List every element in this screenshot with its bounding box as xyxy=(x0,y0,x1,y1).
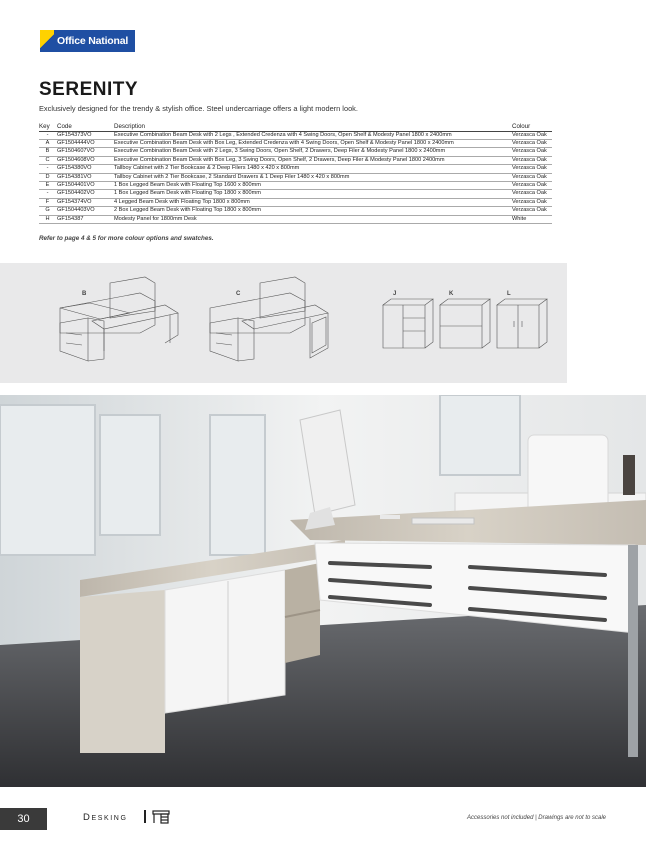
header-key: Key xyxy=(39,122,56,131)
colour-options-note: Refer to page 4 & 5 for more colour options and swatches. xyxy=(39,235,214,242)
row-description: Tallboy Cabinet with 2 Tier Bookcase & 2 Deep Filers 1480 x 420 x 800mm xyxy=(114,165,512,173)
header-colour: Colour xyxy=(512,122,552,131)
row-description: 4 Legged Beam Desk with Floating Top 1800 x 800mm xyxy=(114,198,512,206)
row-key: C xyxy=(39,156,56,164)
office-scene-image xyxy=(0,395,646,787)
drawing-label-k: K xyxy=(449,291,454,297)
row-key: G xyxy=(39,207,56,215)
row-code: GF1504608VO xyxy=(56,156,114,164)
section-title: Desking xyxy=(83,812,128,823)
row-colour: Verzasca Oak xyxy=(512,139,552,147)
row-key: H xyxy=(39,215,56,223)
row-description: Executive Combination Beam Desk with Box Leg, 3 Swing Doors, Open Shelf, 2 Drawers, Deep Filer & Modesty Panel 1800 2400mm xyxy=(114,156,512,164)
footer-disclaimer: Accessories not included | Drawings are not to scale xyxy=(467,815,606,821)
row-key: D xyxy=(39,173,56,181)
desk-icon xyxy=(152,810,170,824)
row-code: GF1504444VO xyxy=(56,139,114,147)
product-subtitle: Exclusively designed for the trendy & stylish office. Steel undercarriage offers a light modern look. xyxy=(39,104,358,113)
drawing-label-b: B xyxy=(82,291,87,297)
row-code: GF154374VO xyxy=(56,198,114,206)
row-colour: White xyxy=(512,215,552,223)
row-code: GF154381VO xyxy=(56,173,114,181)
product-spec-table xyxy=(39,122,552,224)
row-key: E xyxy=(39,181,56,189)
row-colour: Verzasca Oak xyxy=(512,148,552,156)
row-colour: Verzasca Oak xyxy=(512,207,552,215)
drawing-l xyxy=(497,299,547,348)
row-code: GF1504402VO xyxy=(56,190,114,198)
row-code: GF154380VO xyxy=(56,165,114,173)
logo-mark-icon xyxy=(40,30,54,52)
row-code: GF154373VO xyxy=(56,131,114,139)
table-row xyxy=(39,190,552,198)
row-key: F xyxy=(39,198,56,206)
row-description: 1 Box Legged Beam Desk with Floating Top 1800 x 800mm xyxy=(114,190,512,198)
table-row xyxy=(39,215,552,223)
table-row xyxy=(39,207,552,215)
row-key: A xyxy=(39,139,56,147)
footer-divider xyxy=(144,810,146,823)
row-code: GF1504607VO xyxy=(56,148,114,156)
row-colour: Verzasca Oak xyxy=(512,181,552,189)
drawing-label-l: L xyxy=(507,291,511,297)
row-colour: Verzasca Oak xyxy=(512,156,552,164)
row-key: - xyxy=(39,165,56,173)
drawing-c xyxy=(210,277,328,361)
furniture-line-drawings xyxy=(0,263,567,383)
table-row xyxy=(39,148,552,156)
row-description: Executive Combination Beam Desk with 2 Legs , Extended Credenza with 4 Swing Doors, Open Shelf & Modesty Panel 1800 x 2400mm xyxy=(114,131,512,139)
row-code: GF1504401VO xyxy=(56,181,114,189)
row-colour: Verzasca Oak xyxy=(512,165,552,173)
row-description: Executive Combination Beam Desk with Box Leg, Extended Credenza with 4 Swing Doors, Open Shelf & Modesty Panel 1800 x 2400mm xyxy=(114,139,512,147)
row-code: GF1504403VO xyxy=(56,207,114,215)
table-row xyxy=(39,139,552,147)
row-description: Modesty Panel for 1800mm Desk xyxy=(114,215,512,223)
table-row xyxy=(39,131,552,139)
drawing-j xyxy=(383,299,433,348)
table-row xyxy=(39,165,552,173)
row-key: - xyxy=(39,190,56,198)
page-number: 30 xyxy=(0,808,47,830)
drawing-label-j: J xyxy=(393,291,397,297)
row-description: 2 Box Legged Beam Desk with Floating Top 1800 x 800mm xyxy=(114,207,512,215)
table-body xyxy=(39,131,552,223)
row-description: 1 Box Legged Beam Desk with Floating Top 1600 x 800mm xyxy=(114,181,512,189)
row-colour: Verzasca Oak xyxy=(512,173,552,181)
row-key: B xyxy=(39,148,56,156)
row-colour: Verzasca Oak xyxy=(512,131,552,139)
row-colour: Verzasca Oak xyxy=(512,198,552,206)
drawing-label-c: C xyxy=(236,291,241,297)
logo-text: Office National xyxy=(57,35,129,47)
table-row xyxy=(39,156,552,164)
header-description: Description xyxy=(114,122,512,131)
row-key: - xyxy=(39,131,56,139)
table-row xyxy=(39,173,552,181)
row-description: Tallboy Cabinet with 2 Tier Bookcase, 2 Standard Drawers & 1 Deep Filer 1480 x 420 x 800mm xyxy=(114,173,512,181)
drawing-b xyxy=(60,277,178,361)
row-colour: Verzasca Oak xyxy=(512,190,552,198)
office-national-logo xyxy=(40,30,135,52)
row-description: Executive Combination Beam Desk with 2 Legs, 3 Swing Doors, Open Shelf, 2 Drawers, Deep Filer & Modesty Panel 1800 x 2400mm xyxy=(114,148,512,156)
drawing-k xyxy=(440,299,490,348)
table-row xyxy=(39,181,552,189)
product-title: SERENITY xyxy=(39,79,139,100)
table-header-row xyxy=(39,122,552,131)
product-photo xyxy=(0,395,646,787)
line-drawings-panel xyxy=(0,263,567,383)
row-code: GF154387 xyxy=(56,215,114,223)
header-code: Code xyxy=(56,122,114,131)
table-row xyxy=(39,198,552,206)
